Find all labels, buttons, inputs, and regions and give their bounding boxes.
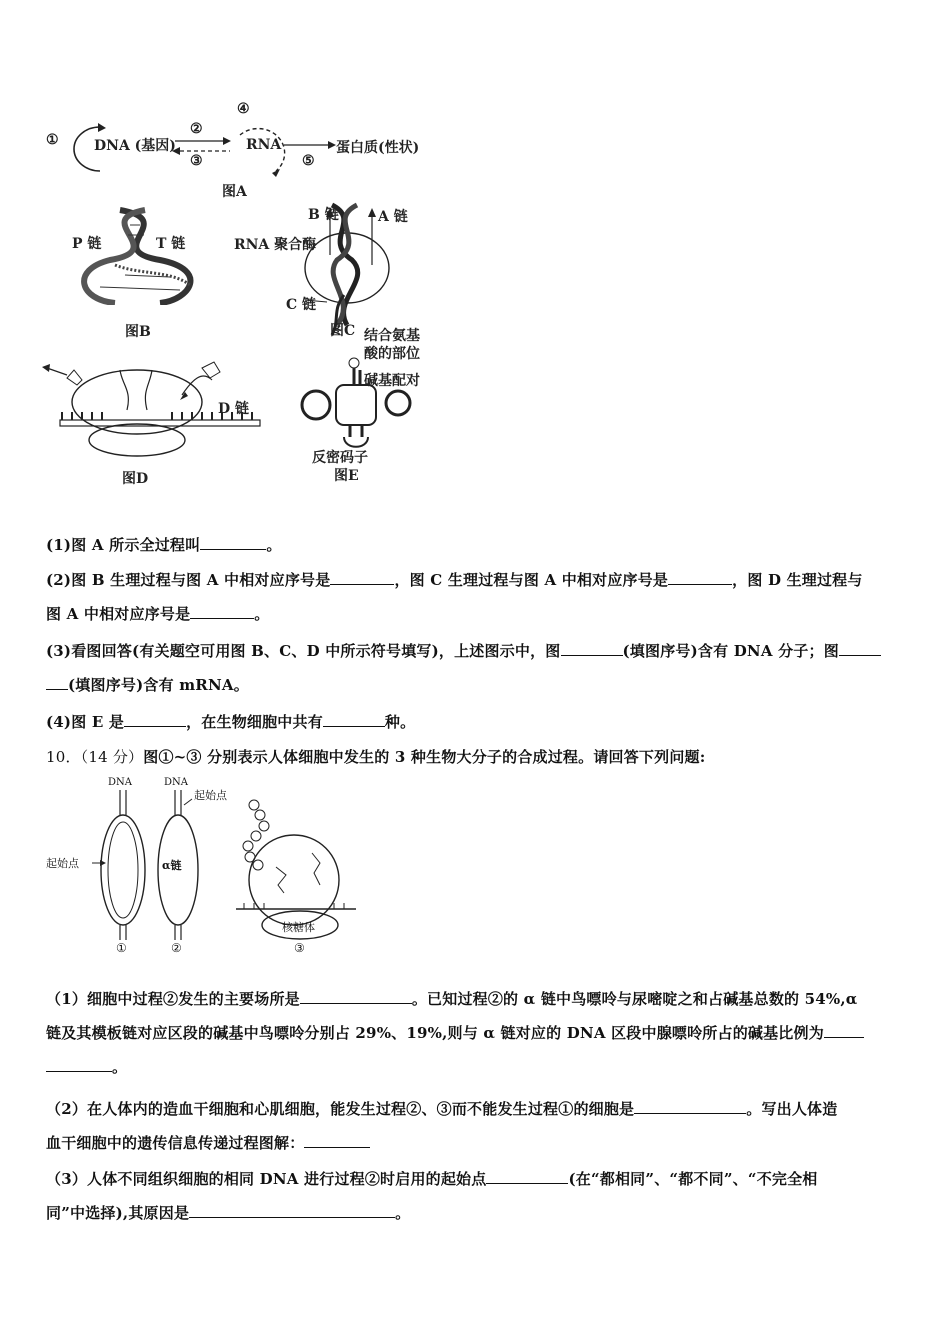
fig-e-base-pair: 碱基配对	[364, 373, 420, 389]
figure-c	[232, 200, 422, 340]
figure-d	[42, 350, 267, 490]
answer-blank-q3-b[interactable]	[839, 639, 881, 656]
fig-b-caption: 图B	[125, 324, 151, 340]
fig-b-t-chain: T 链	[156, 236, 186, 252]
question-10-stem: 10．（14 分）图①~③ 分别表示人体细胞中发生的 3 种生物大分子的合成过程。请回答下列问题:	[46, 748, 706, 766]
answer-blank-q4-b[interactable]	[323, 710, 385, 727]
figure-q10	[44, 775, 364, 960]
question-10-part-3: （3）人体不同组织细胞的相同 DNA 进行过程②时启用的起始点 (在“都相同”、“都不同”、“不完全相 同”中选择),其原因是 。	[46, 1162, 908, 1230]
fig-b-p-chain: P 链	[72, 236, 102, 252]
question-4: (4)图 E 是 ，在生物细胞中共有 种。	[46, 705, 908, 739]
answer-blank-q10-3b[interactable]	[189, 1201, 395, 1218]
q10-fig-origin-1: 起始点	[46, 857, 79, 870]
fig-e-amino-site-line1: 结合氨基	[364, 328, 420, 344]
answer-blank-q3-b-cont[interactable]	[46, 673, 68, 690]
fig-a-rna-label: RNA	[246, 137, 282, 153]
q10-fig-ribosome: 核糖体	[282, 921, 315, 934]
fig-a-circle5: ⑤	[302, 153, 315, 169]
fig-c-rna-polymerase: RNA 聚合酶	[234, 237, 317, 253]
answer-blank-q10-1b[interactable]	[824, 1021, 864, 1038]
figure-b	[70, 205, 210, 340]
figure-e	[296, 325, 446, 490]
answer-blank-q10-1b-cont[interactable]	[46, 1055, 112, 1072]
fig-a-circle1: ①	[46, 132, 59, 148]
fig-c-b-chain: B 链	[308, 207, 339, 223]
answer-blank-q2-c[interactable]	[668, 568, 732, 585]
answer-blank-q2-d[interactable]	[190, 602, 254, 619]
answer-blank-q10-2a[interactable]	[634, 1097, 746, 1114]
figure-b-double-helix	[70, 205, 210, 305]
q10-fig-alpha-chain: α链	[162, 859, 182, 872]
fig-e-amino-site-line2: 酸的部位	[364, 346, 420, 362]
q10-fig-label-2: ②	[171, 941, 182, 955]
question-2: (2)图 B 生理过程与图 A 中相对应序号是 ，图 C 生理过程与图 A 中相对应序号是 ，图 D 生理过程与 图 A 中相对应序号是 。	[46, 563, 908, 631]
q10-fig-label-3: ③	[294, 941, 305, 955]
fig-a-protein-label: 蛋白质(性状)	[336, 140, 420, 156]
q10-fig-origin-2: 起始点	[194, 789, 227, 802]
question-10-part-2: （2）在人体内的造血干细胞和心肌细胞，能发生过程②、③而不能发生过程①的细胞是 。写出人体造 血干细胞中的遗传信息传递过程图解：	[46, 1092, 908, 1160]
answer-blank-q4-a[interactable]	[124, 710, 186, 727]
question-10-part-1: （1）细胞中过程②发生的主要场所是 。已知过程②的 α 链中鸟嘌呤与尿嘧啶之和占碱基总数的 54%,α 链及其模板链对应区段的碱基中鸟嘌呤分别占 29%、19%,则与 α 链对应的 DNA 区段中腺嘌呤所占的碱基比例为 。	[46, 982, 908, 1084]
fig-a-circle4: ④	[237, 101, 250, 117]
question-3: (3)看图回答(有关题空可用图 B、C、D 中所示符号填写)，上述图示中，图 (填图序号)含有 DNA 分子；图 (填图序号)含有 mRNA。	[46, 634, 908, 702]
fig-c-caption: 图C	[330, 323, 356, 339]
fig-e-anticodon: 反密码子	[312, 450, 368, 466]
q10-fig-label-1: ①	[116, 941, 127, 955]
fig-a-circle2: ②	[190, 121, 203, 137]
q10-fig-dna-2: DNA	[164, 777, 188, 788]
fig-d-d-chain: D 链	[218, 401, 250, 417]
question-1: (1)图 A 所示全过程叫 。	[46, 528, 908, 562]
answer-blank-q1[interactable]	[200, 533, 266, 550]
answer-blank-q10-2b[interactable]	[304, 1131, 370, 1148]
answer-blank-q10-1a[interactable]	[300, 987, 412, 1004]
answer-blank-q3-a[interactable]	[561, 639, 623, 656]
fig-a-circle3: ③	[190, 153, 203, 169]
figure-a	[40, 95, 440, 205]
q10-fig-dna-1: DNA	[108, 777, 132, 788]
fig-d-caption: 图D	[122, 471, 149, 487]
answer-blank-q10-3a[interactable]	[486, 1167, 568, 1184]
fig-c-c-chain: C 链	[286, 297, 317, 313]
fig-a-caption: 图A	[222, 184, 247, 200]
fig-e-caption: 图E	[334, 468, 359, 484]
answer-blank-q2-b[interactable]	[330, 568, 394, 585]
fig-c-a-chain: A 链	[378, 209, 408, 225]
fig-a-dna-label: DNA (基因)	[94, 138, 176, 154]
